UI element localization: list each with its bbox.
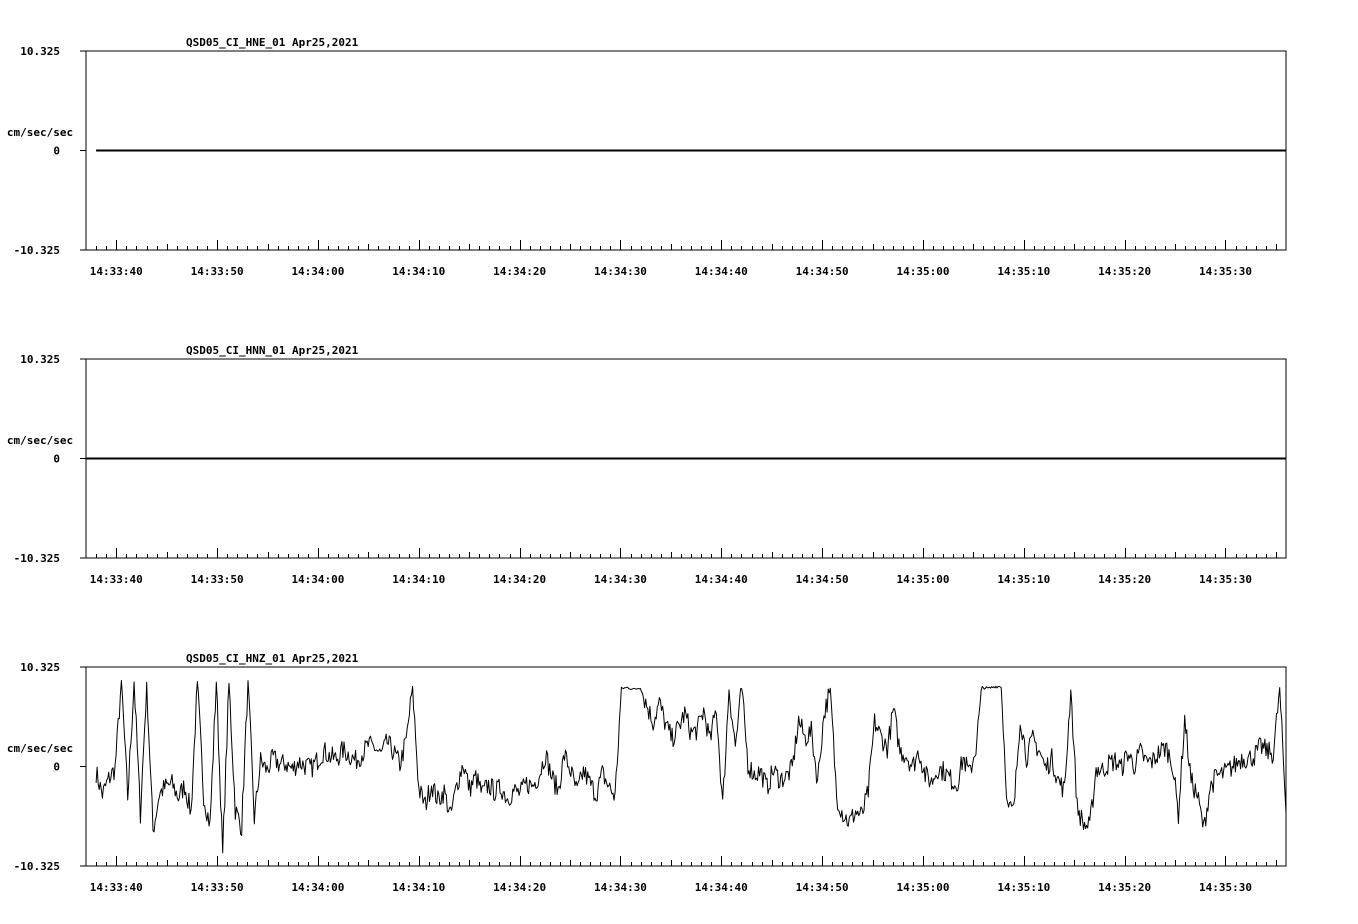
- x-tick-label: 14:34:30: [593, 573, 647, 586]
- x-ticks: [90, 240, 1277, 278]
- panel-2: [7, 344, 1286, 586]
- y-axis-label: cm/sec/sec: [6, 742, 74, 755]
- y-tick-label: 0: [53, 760, 60, 774]
- chart-title: QSD05_CI_HNN_01 Apr25,2021: [186, 344, 359, 357]
- y-axis-label: cm/sec/sec: [6, 434, 74, 447]
- panel-1: [7, 36, 1286, 278]
- x-tick-label: 14:35:10: [997, 265, 1051, 278]
- x-tick-label: 14:35:30: [1199, 881, 1252, 894]
- x-tick-label: 14:35:20: [1098, 881, 1152, 894]
- plot-frame: [86, 667, 1286, 866]
- x-tick-label: 14:34:00: [291, 265, 345, 278]
- x-tick-label: 14:34:50: [795, 265, 849, 278]
- chart-title: QSD05_CI_HNZ_01 Apr25,2021: [186, 652, 359, 665]
- x-tick-label: 14:33:40: [89, 573, 143, 586]
- panel-3: [7, 652, 1286, 894]
- x-tick-label: 14:35:00: [896, 573, 950, 586]
- x-tick-label: 14:34:10: [392, 265, 446, 278]
- x-tick-label: 14:34:30: [593, 265, 647, 278]
- x-tick-label: 14:35:00: [896, 265, 950, 278]
- x-tick-label: 14:34:10: [392, 573, 446, 586]
- x-tick-label: 14:33:50: [190, 265, 244, 278]
- y-ticks: [14, 45, 86, 257]
- x-tick-label: 14:35:10: [997, 881, 1051, 894]
- y-tick-label: 10.325: [20, 661, 60, 674]
- x-tick-label: 14:34:00: [291, 881, 345, 894]
- x-tick-label: 14:33:50: [190, 881, 244, 894]
- x-tick-label: 14:34:20: [493, 265, 547, 278]
- y-axis-label: cm/sec/sec: [6, 126, 74, 139]
- y-ticks: [14, 661, 86, 873]
- x-tick-label: 14:33:40: [89, 881, 143, 894]
- x-tick-label: 14:34:00: [291, 573, 345, 586]
- x-tick-label: 14:34:20: [493, 573, 547, 586]
- x-tick-label: 14:34:40: [694, 573, 748, 586]
- y-tick-label: 10.325: [20, 45, 60, 58]
- x-tick-label: 14:33:40: [89, 265, 143, 278]
- x-ticks: [90, 548, 1277, 586]
- chart-title: QSD05_CI_HNE_01 Apr25,2021: [186, 36, 359, 49]
- y-tick-label: 0: [53, 452, 60, 466]
- x-tick-label: 14:35:00: [896, 881, 950, 894]
- y-tick-label: -10.325: [13, 860, 60, 873]
- y-tick-label: 10.325: [20, 353, 60, 366]
- y-ticks: [14, 353, 86, 565]
- x-tick-label: 14:35:30: [1199, 573, 1252, 586]
- x-tick-label: 14:34:40: [694, 265, 748, 278]
- x-tick-label: 14:35:20: [1098, 573, 1152, 586]
- y-tick-label: -10.325: [13, 244, 60, 257]
- x-tick-label: 14:34:50: [795, 573, 849, 586]
- waveform-trace: [96, 681, 1286, 853]
- x-tick-label: 14:35:30: [1199, 265, 1252, 278]
- x-tick-label: 14:34:40: [694, 881, 748, 894]
- x-tick-label: 14:34:50: [795, 881, 849, 894]
- x-tick-label: 14:34:20: [493, 881, 547, 894]
- x-tick-label: 14:34:30: [593, 881, 647, 894]
- x-tick-label: 14:33:50: [190, 573, 244, 586]
- y-tick-label: -10.325: [13, 552, 60, 565]
- x-tick-label: 14:34:10: [392, 881, 446, 894]
- x-ticks: [90, 856, 1277, 894]
- x-tick-label: 14:35:20: [1098, 265, 1152, 278]
- y-tick-label: 0: [53, 144, 60, 158]
- x-tick-label: 14:35:10: [997, 573, 1051, 586]
